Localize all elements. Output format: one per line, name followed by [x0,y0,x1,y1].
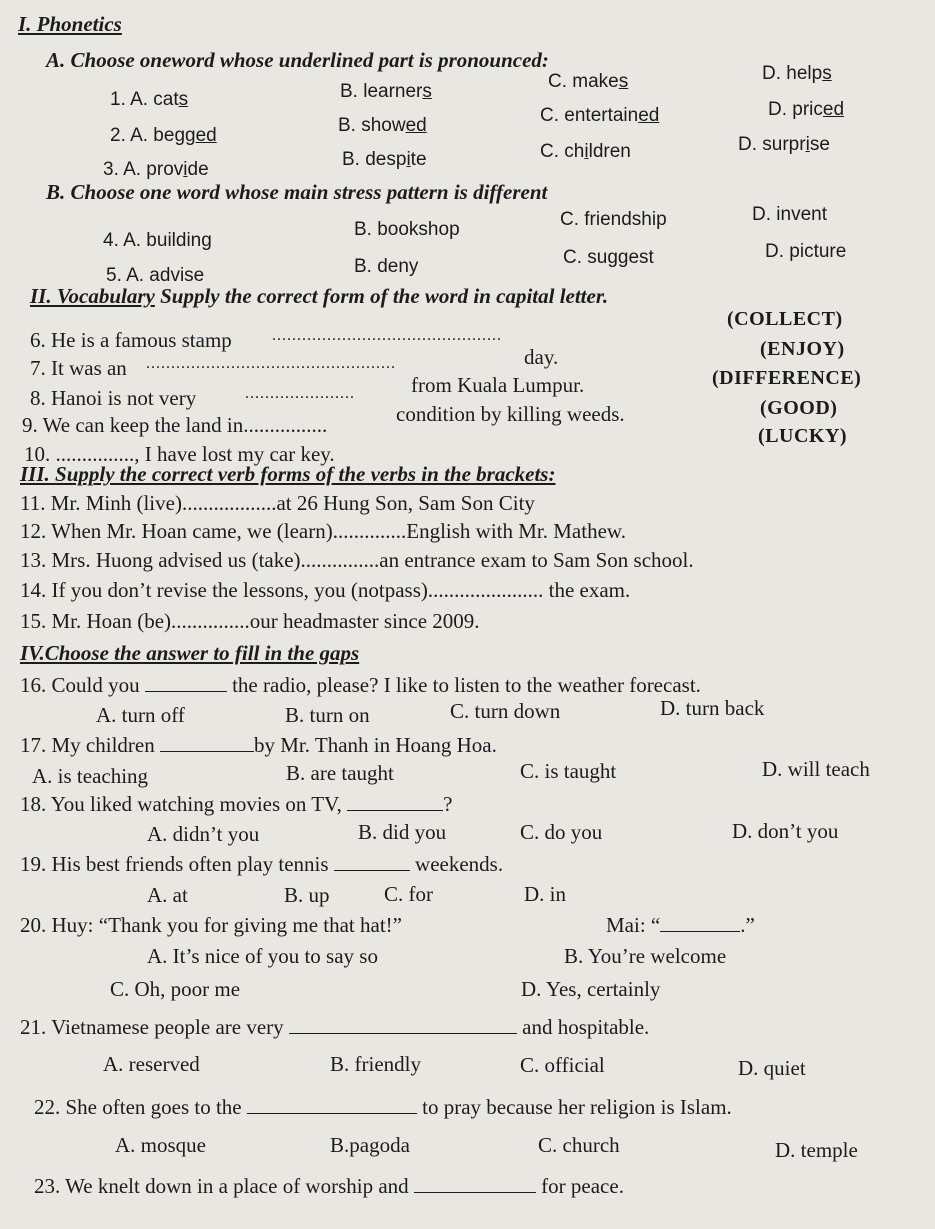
q21-text: 21. Vietnamese people are very and hospitable. [20,1015,650,1039]
q19-blank[interactable] [334,852,410,871]
q16-option-c[interactable]: C. turn down [450,699,561,723]
q12-text: 12. When Mr. Hoan came, we (learn)..............English with Mr. Mathew. [20,519,626,543]
q16-text: 16. Could you the radio, please? I like to listen to the weather forecast. [20,673,701,697]
q1-option-a: 1. A. cats [110,89,189,110]
q9-after: condition by killing weeds. [396,402,625,426]
q18-text: 18. You liked watching movies on TV, ? [20,792,453,816]
q2-option-b: B. showed [338,115,427,136]
q16-blank[interactable] [145,673,227,692]
q22-option-d[interactable]: D. temple [775,1138,858,1162]
section-4-heading: IV.Choose the answer to fill in the gaps [20,641,360,665]
q7-blank[interactable]: .................................................. [146,355,396,372]
q20-option-b[interactable]: B. You’re welcome [564,944,727,968]
q11-text: 11. Mr. Minh (live)..................at 26 Hung Son, Sam Son City [20,491,535,515]
q6-blank[interactable]: .............................................. [272,327,502,344]
q17-option-b[interactable]: B. are taught [286,761,394,785]
q16-option-d[interactable]: D. turn back [660,696,765,720]
q19-option-a[interactable]: A. at [147,883,188,907]
q8-blank[interactable]: ...................... [245,385,355,402]
q4-option-c: C. friendship [560,209,667,230]
q8-word: (DIFFERENCE) [712,367,862,389]
q17-option-d[interactable]: D. will teach [762,757,870,781]
q3-option-d: D. surprise [738,134,830,155]
q17-option-c[interactable]: C. is taught [520,759,617,783]
q7-text: 7. It was an [30,356,127,380]
q9-word: (GOOD) [760,397,838,419]
q20-text: 20. Huy: “Thank you for giving me that hat!” [20,913,402,937]
q21-option-a[interactable]: A. reserved [103,1052,200,1076]
q7-word: (ENJOY) [760,338,845,360]
q18-option-a[interactable]: A. didn’t you [147,822,260,846]
part-b-heading: B. Choose one word whose main stress pattern is different [46,180,548,204]
q21-option-d[interactable]: D. quiet [738,1056,806,1080]
q22-text: 22. She often goes to the to pray because her religion is Islam. [34,1095,732,1119]
q3-option-b: B. despite [342,149,427,170]
q20-mai: Mai: “ .” [606,913,755,937]
q21-option-b[interactable]: B. friendly [330,1052,421,1076]
q18-option-c[interactable]: C. do you [520,820,603,844]
q7-after: day. [524,345,559,369]
q22-option-b[interactable]: B.pagoda [330,1133,410,1157]
q19-option-c[interactable]: C. for [384,882,433,906]
q17-text: 17. My children by Mr. Thanh in Hoang Hoa. [20,733,497,757]
q8-after: from Kuala Lumpur. [411,373,585,397]
q4-option-b: B. bookshop [354,219,460,240]
q6-word: (COLLECT) [727,308,843,330]
q22-option-c[interactable]: C. church [538,1133,620,1157]
q10-text: 10. ..............., I have lost my car key. [24,442,335,466]
q15-text: 15. Mr. Hoan (be)...............our headmaster since 2009. [20,609,480,633]
q18-blank[interactable] [347,792,443,811]
q1-option-c: C. makes [548,71,629,92]
q1-option-b: B. learners [340,81,432,102]
q20-blank[interactable] [660,913,740,932]
q23-text: 23. We knelt down in a place of worship and for peace. [34,1174,624,1198]
q4-option-d: D. invent [752,204,827,225]
q9-text: 9. We can keep the land in................ [22,413,328,437]
q8-text: 8. Hanoi is not very [30,386,197,410]
q13-text: 13. Mrs. Huong advised us (take)...............an entrance exam to Sam Son school. [20,548,694,572]
q5-option-b: B. deny [354,256,419,277]
q22-blank[interactable] [247,1095,417,1114]
q19-text: 19. His best friends often play tennis weekends. [20,852,504,876]
q14-text: 14. If you don’t revise the lessons, you (notpass)...................... the exam. [20,578,631,602]
section-3-heading: III. Supply the correct verb forms of the verbs in the brackets: [20,462,556,486]
q3-option-a: 3. A. provide [103,159,209,180]
q2-option-a: 2. A. begged [110,125,217,146]
q10-word: (LUCKY) [758,425,848,447]
q21-blank[interactable] [289,1015,517,1034]
part-a-heading: A. Choose oneword whose underlined part is pronounced: [46,48,549,72]
q5-option-a: 5. A. advise [106,265,205,286]
q22-option-a[interactable]: A. mosque [115,1133,206,1157]
q19-option-b[interactable]: B. up [284,883,330,907]
q19-option-d[interactable]: D. in [524,882,566,906]
section-2-heading: II. Vocabulary Supply the correct form of the word in capital letter. [30,284,609,308]
q1-option-d: D. helps [762,63,832,84]
q20-option-a[interactable]: A. It’s nice of you to say so [147,944,378,968]
q2-option-c: C. entertained [540,105,660,126]
q3-option-c: C. children [540,141,631,162]
q23-blank[interactable] [414,1174,536,1193]
q5-option-d: D. picture [765,241,847,262]
q17-blank[interactable] [160,733,254,752]
section-1-title: I. Phonetics [18,12,122,36]
q18-option-d[interactable]: D. don’t you [732,819,839,843]
q2-option-d: D. priced [768,99,845,120]
q4-option-a: 4. A. building [103,230,212,251]
q16-option-b[interactable]: B. turn on [285,703,370,727]
q6-text: 6. He is a famous stamp [30,328,232,352]
q21-option-c[interactable]: C. official [520,1053,605,1077]
q16-option-a[interactable]: A. turn off [96,703,185,727]
q17-option-a[interactable]: A. is teaching [32,764,149,788]
q18-option-b[interactable]: B. did you [358,820,447,844]
q20-option-c[interactable]: C. Oh, poor me [110,977,241,1001]
q20-option-d[interactable]: D. Yes, certainly [521,977,661,1001]
q5-option-c: C. suggest [563,247,654,268]
